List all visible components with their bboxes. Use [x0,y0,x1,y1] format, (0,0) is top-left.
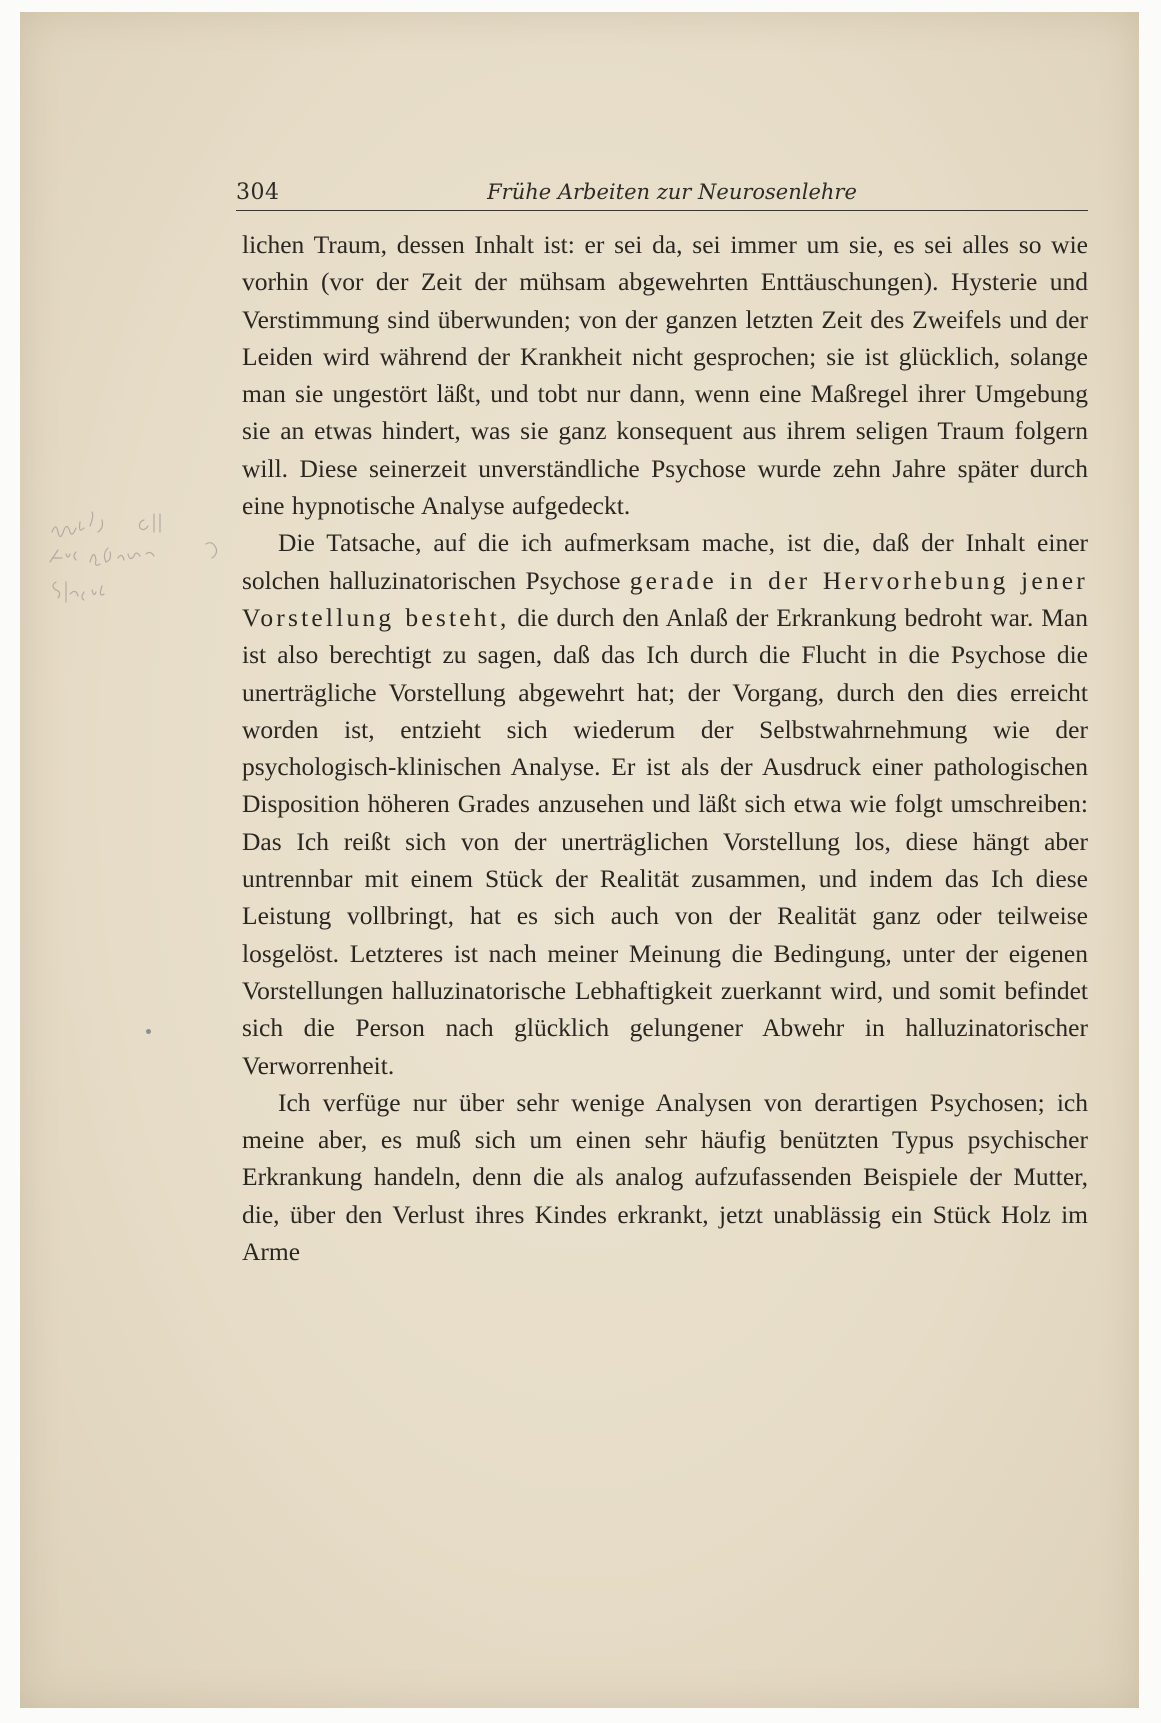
paragraph-2 [242,524,1088,1083]
running-head: Frühe Arbeiten zur Neurosenlehre [487,180,857,204]
paragraph-2-start: Die Tatsache, auf die ich aufmerksam mache, ist die, daß der Inhalt einer solchen halluzinatorischen Psychose [242,528,1088,595]
ink-speck [146,1029,151,1034]
paragraph-2-emphasis: gerade in der Hervorhebung jener Vorstellung besteht, [242,565,1088,632]
page-number: 304 [236,180,280,205]
paragraph-3: Ich verfüge nur über sehr wenige Analysen von derartigen Psychosen; ich meine aber, es muß sich um einen sehr häufig benützten Typus psychischer Erkrankung handeln, denn die als analog aufzufassenden Beispiele der Mutter, die, über den Verlust ihres Kindes erkrankt, jetzt unablässig ein Stück Holz im Arme [242,1087,1088,1267]
pencil-marginal-note [46,510,236,630]
paragraph-2-end: die durch den Anlaß der Erkrankung bedroht war. Man ist also berechtigt zu sagen, daß das Ich durch die Flucht in die Psychose die unerträgliche Vorstellung abgewehrt hat; der Vorgang, durch den dies erreicht worden ist, entzieht sich wiederum der Selbstwahrnehmung wie der psychologisch-klinischen Analyse. Er ist als der Ausdruck einer pathologischen Disposition höheren Grades anzusehen und läßt sich etwa wie folgt umschreiben: Das Ich reißt sich von der unerträglichen Vorstellung los, diese hängt aber untrennbar mit einem Stück der Realität zusammen, und indem das Ich diese Leistung vollbringt, hat es sich auch von der Realität ganz oder teilweise losgelöst. Letzteres ist nach meiner Meinung die Bedingung, unter der eigenen Vorstellungen halluzinatorische Lebhaftigkeit zuerkannt wird, und somit befindet sich die Person nach glücklich gelungener Abwehr in halluzinatorischer Verworrenheit. [242,602,1088,1080]
paragraph-1: lichen Traum, dessen Inhalt ist: er sei da, sei immer um sie, es sei alles so wie vorhin (vor der Zeit der mühsam abgewehrten Enttäuschungen). Hysterie und Verstimmung sind überwunden; von der ganzen letzten Zeit des Zweifels und der Leiden wird während der Krankheit nicht gesprochen; sie ist glücklich, solange man sie ungestört läßt, und tobt nur dann, wenn eine Maßregel ihrer Umgebung sie an etwas hindert, was sie ganz konsequent aus ihrem seligen Traum folgern will. Diese seinerzeit unverständliche Psychose wurde zehn Jahre später durch eine hypnotische Analyse aufgedeckt. [242,230,1088,521]
book-page [20,12,1139,1708]
body-text [242,226,1088,1270]
page-header [236,180,1088,211]
